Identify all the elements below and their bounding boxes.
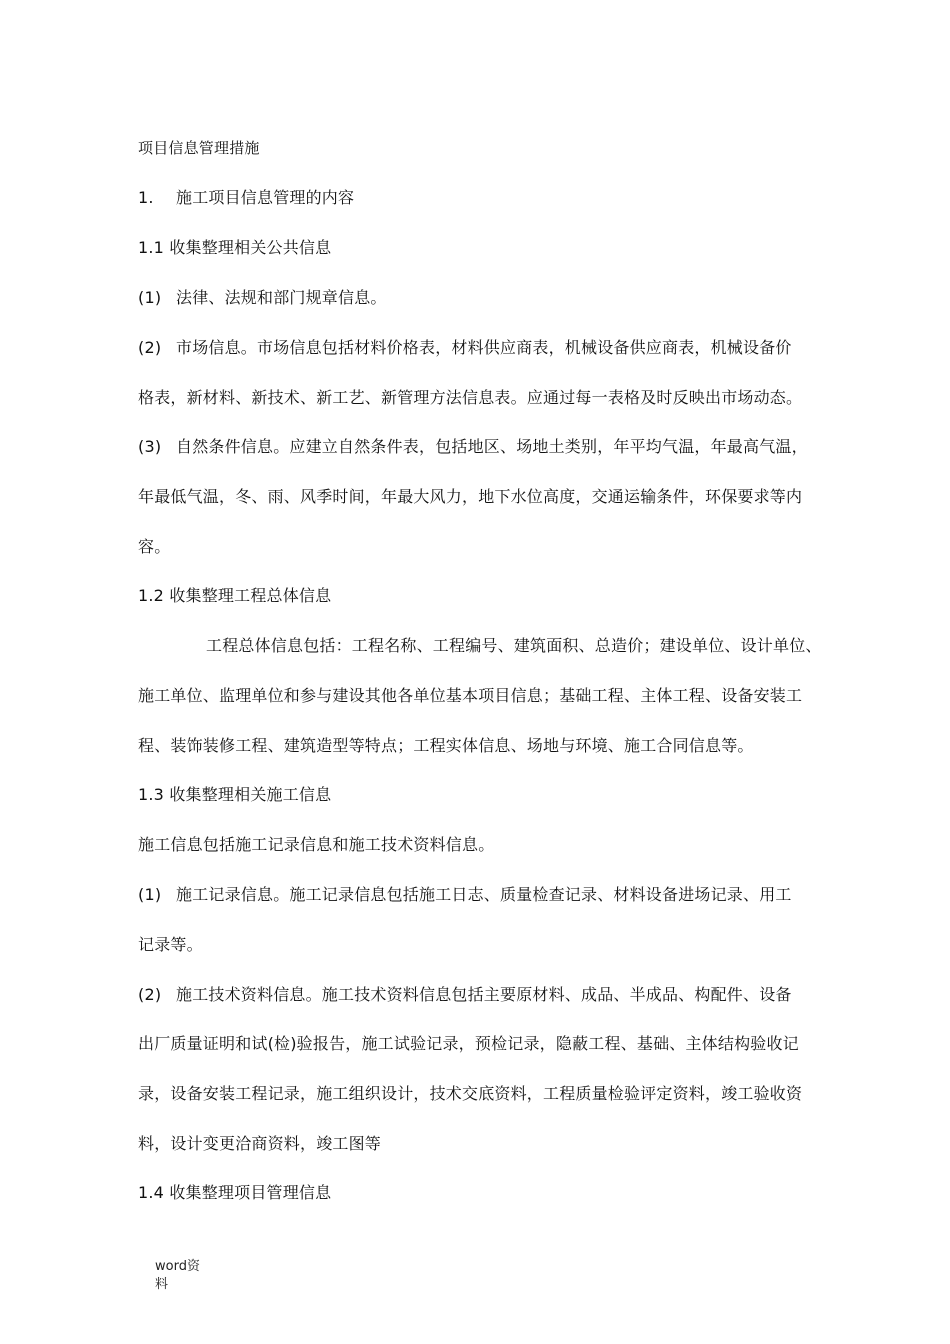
- paragraph-3: 施工信息包括施工记录信息和施工技术资料信息。: [138, 835, 495, 854]
- list-item-3-line-1: [138, 437, 850, 457]
- section-1-number: 1.: [138, 188, 154, 207]
- paragraph-2-line-2: 施工单位、监理单位和参与建设其他各单位基本项目信息；基础工程、主体工程、设备安装工: [138, 686, 803, 705]
- list-item-4-number: (1): [138, 885, 162, 904]
- list-item-3-number: (3): [138, 437, 162, 456]
- list-item-5-line-3: 录，设备安装工程记录，施工组织设计，技术交底资料，工程质量检验评定资料，竣工验收资: [138, 1084, 803, 1103]
- paragraph-2-line-1: 工程总体信息包括：工程名称、工程编号、建筑面积、总造价；建设单位、设计单位、: [206, 636, 822, 655]
- document-title: 项目信息管理措施: [138, 139, 260, 157]
- list-item-1: [138, 288, 850, 308]
- list-item-1-number: (1): [138, 288, 162, 307]
- list-item-5-line-4: 料，设计变更洽商资料，竣工图等: [138, 1134, 382, 1153]
- footer-line-1: word资: [155, 1259, 200, 1274]
- list-item-5-line-2: 出厂质量证明和试(检)验报告，施工试验记录，预检记录，隐蔽工程、基础、主体结构验收记: [138, 1034, 799, 1053]
- list-item-3-line-3: 容。: [138, 537, 171, 556]
- section-1-4-heading: 1.4 收集整理项目管理信息: [138, 1183, 332, 1202]
- page-footer: [155, 1258, 200, 1294]
- list-item-4-line-1: [138, 885, 850, 905]
- list-item-5-number: (2): [138, 985, 162, 1004]
- list-item-2-line-1: [138, 338, 850, 358]
- footer-line-2: 料: [155, 1277, 169, 1292]
- list-item-2-text: 市场信息。市场信息包括材料价格表，材料供应商表，机械设备供应商表，机械设备价: [176, 338, 792, 357]
- section-1-2-heading: 1.2 收集整理工程总体信息: [138, 586, 332, 605]
- list-item-4-text: 施工记录信息。施工记录信息包括施工日志、质量检查记录、材料设备进场记录、用工: [176, 885, 792, 904]
- list-item-5-line-1: [138, 985, 850, 1005]
- list-item-4-line-2: 记录等。: [138, 935, 203, 954]
- section-1-text: 施工项目信息管理的内容: [176, 188, 355, 207]
- list-item-5-text: 施工技术资料信息。施工技术资料信息包括主要原材料、成品、半成品、构配件、设备: [176, 985, 792, 1004]
- paragraph-2-line-3: 程、装饰装修工程、建筑造型等特点；工程实体信息、场地与环境、施工合同信息等。: [138, 736, 754, 755]
- list-item-2-number: (2): [138, 338, 162, 357]
- list-item-3-line-2: 年最低气温，冬、雨、风季时间，年最大风力，地下水位高度，交通运输条件，环保要求等内: [138, 487, 803, 506]
- section-1-1-heading: 1.1 收集整理相关公共信息: [138, 238, 332, 257]
- section-1-3-heading: 1.3 收集整理相关施工信息: [138, 785, 332, 804]
- list-item-3-text: 自然条件信息。应建立自然条件表，包括地区、场地土类别，年平均气温，年最高气温，: [176, 437, 808, 456]
- list-item-2-line-2: 格表，新材料、新技术、新工艺、新管理方法信息表。应通过每一表格及时反映出市场动态。: [138, 388, 803, 407]
- section-1-heading: [138, 188, 850, 208]
- list-item-1-text: 法律、法规和部门规章信息。: [176, 288, 387, 307]
